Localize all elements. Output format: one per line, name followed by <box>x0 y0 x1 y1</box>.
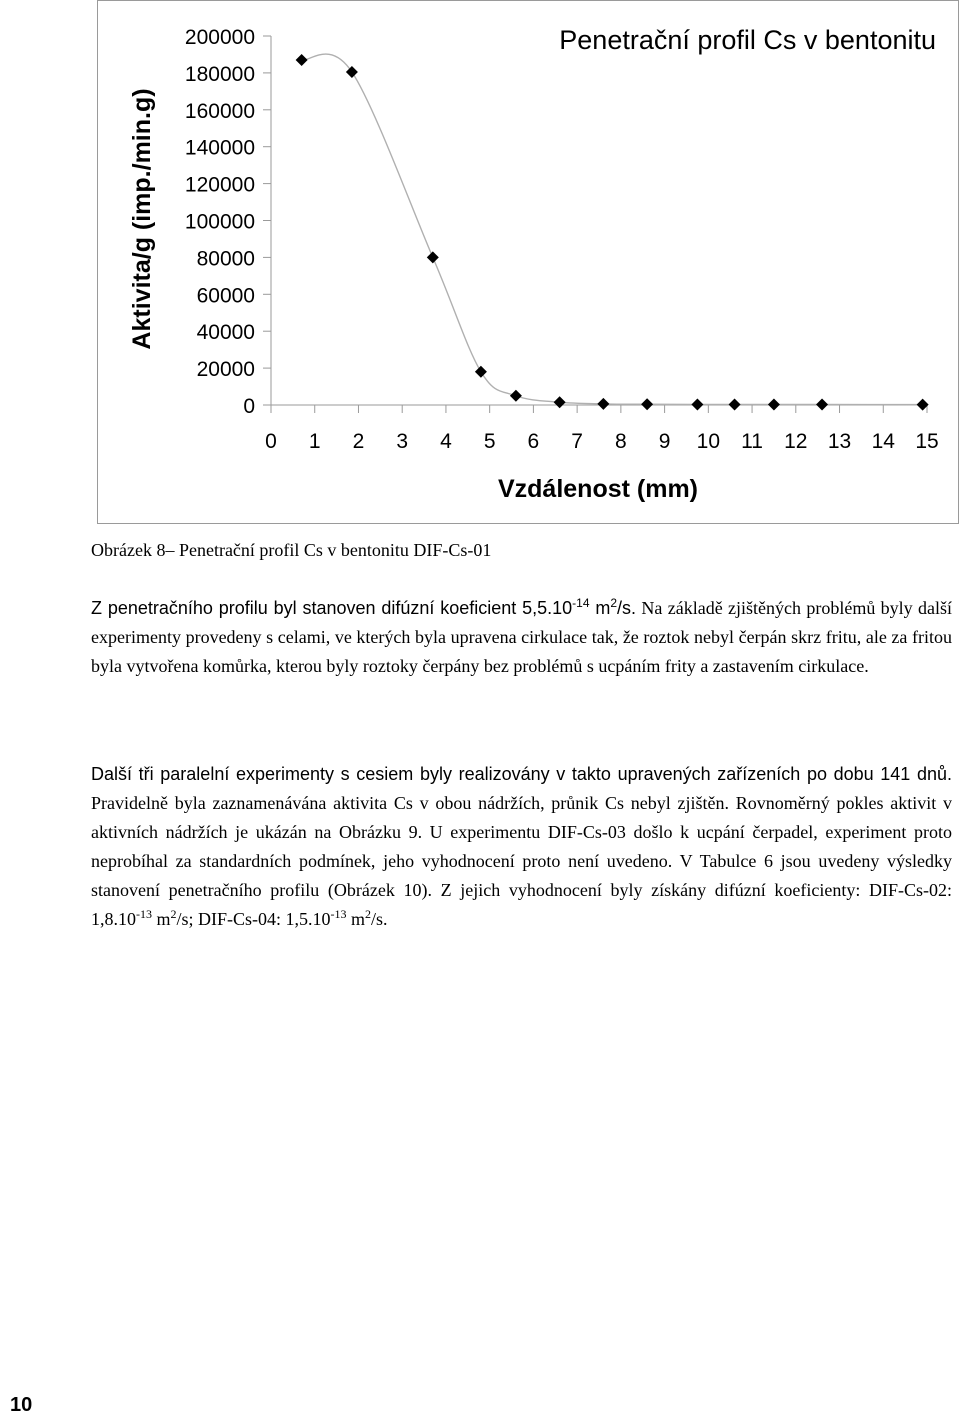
data-point <box>296 54 308 66</box>
x-tick-label: 5 <box>483 430 496 453</box>
para2-body: Pravidelně byla zaznamenávána aktivita Cs v obou nádržích, průnik Cs nebyl zjištěn. Rovnoměrný pokles aktivit v aktivních nádržích je ukázán na Obrázku 9. U experimentu DIF-Cs-03 došlo k ucpání čerpadel, experiment proto neprobíhal za standardních podmínek, jeho vyhodnocení proto není uvedeno. V Tabulce 6 jsou uvedeny výsledky stanovení penetračního profilu (Obrázek 10). Z jejich vyhodnocení byly získány difúzní koeficienty: DIF-Cs-02: 1,8.10 <box>91 793 952 929</box>
series-line-layer <box>302 54 923 405</box>
x-tick-label: 7 <box>571 430 583 453</box>
para1-sentence-1: Z penetračního profilu byl stanoven difúzní koeficient 5,5.10 <box>91 598 573 618</box>
para1-exponent-1: -14 <box>572 596 590 610</box>
para2-exponent-2: 2 <box>170 907 177 921</box>
y-tick-label: 60000 <box>196 284 255 308</box>
y-tick-label: 0 <box>243 395 255 418</box>
para2-unit-s: /s. <box>371 909 388 929</box>
y-tick-label: 120000 <box>184 173 255 197</box>
y-tick-label: 180000 <box>184 62 255 86</box>
figure-caption: Obrázek 8– Penetrační profil Cs v bentonitu DIF-Cs-01 <box>91 540 492 560</box>
page-number: 10 <box>10 1394 33 1416</box>
y-tick-label: 40000 <box>196 321 255 345</box>
para1-unit-s: /s. <box>617 598 637 618</box>
x-tick-label: 4 <box>440 430 452 453</box>
y-tick-label: 160000 <box>184 99 255 123</box>
y-tick-label: 200000 <box>184 26 255 49</box>
x-tick-label: 6 <box>527 430 540 453</box>
data-point <box>554 396 566 408</box>
x-tick-label: 11 <box>741 430 763 453</box>
x-tick-label: 10 <box>696 430 721 453</box>
y-tick-label: 140000 <box>184 136 255 160</box>
para2-exponent-3: -13 <box>330 907 347 921</box>
y-axis-label: Aktivita/g (imp./min.g) <box>128 88 156 350</box>
x-tick-label: 9 <box>658 430 671 453</box>
data-point <box>597 398 609 410</box>
data-point <box>510 390 522 402</box>
x-tick-label: 3 <box>396 430 409 453</box>
data-point <box>768 398 780 410</box>
data-point <box>427 251 439 263</box>
para2-unit-m-1: m <box>152 909 171 929</box>
x-tick-label: 13 <box>827 430 852 453</box>
axes <box>185 26 939 453</box>
y-tick-label: 20000 <box>196 358 255 382</box>
para2-exponent-4: 2 <box>365 907 372 921</box>
x-axis-label: Vzdálenost (mm) <box>497 475 699 503</box>
data-point <box>691 398 703 410</box>
x-tick-label: 2 <box>352 430 365 453</box>
para2-sentence-1: Další tři paralelní experimenty s cesiem byly realizovány v takto upravených zařízeních po dobu 141 dnů. <box>91 764 952 784</box>
para2-exponent-1: -13 <box>136 907 152 921</box>
series-line <box>302 54 923 405</box>
data-point <box>475 366 487 378</box>
data-point <box>816 398 828 410</box>
x-tick-label: 8 <box>615 430 627 453</box>
paragraph-1 <box>91 594 952 681</box>
data-point <box>641 398 653 410</box>
para2-text-dif-cs-04: /s; DIF-Cs-04: 1,5.10 <box>176 909 331 929</box>
x-tick-label: 15 <box>915 430 939 453</box>
chart-title: Penetrační profil Cs v bentonitu <box>559 25 936 55</box>
chart-frame <box>97 0 959 524</box>
para1-sentence-2: Na základě zjištěných problémů byly další experimenty provedeny s celami, ve kterých byla upravena cirkulace tak, že roztok nebyl čerpán skrz fritu, ale za fritou byla vytvořena komůrka, kterou byly roztoky čerpány bez problémů s ucpáním frity a zastavením cirkulace. <box>91 598 953 676</box>
para2-unit-m-2: m <box>346 909 366 929</box>
para1-exponent-2: 2 <box>610 596 618 610</box>
data-point-layer <box>296 54 929 411</box>
data-point <box>729 398 741 410</box>
x-tick-label: 0 <box>265 430 277 453</box>
penetration-profile-chart <box>98 1 960 525</box>
y-tick-label: 80000 <box>196 247 255 271</box>
paragraph-2 <box>91 760 952 934</box>
x-tick-label: 1 <box>308 430 321 453</box>
y-tick-label: 100000 <box>184 210 255 234</box>
x-tick-label: 12 <box>784 430 808 453</box>
x-tick-label: 14 <box>871 430 895 453</box>
data-point <box>346 66 358 78</box>
para1-unit-m: m <box>589 598 611 618</box>
